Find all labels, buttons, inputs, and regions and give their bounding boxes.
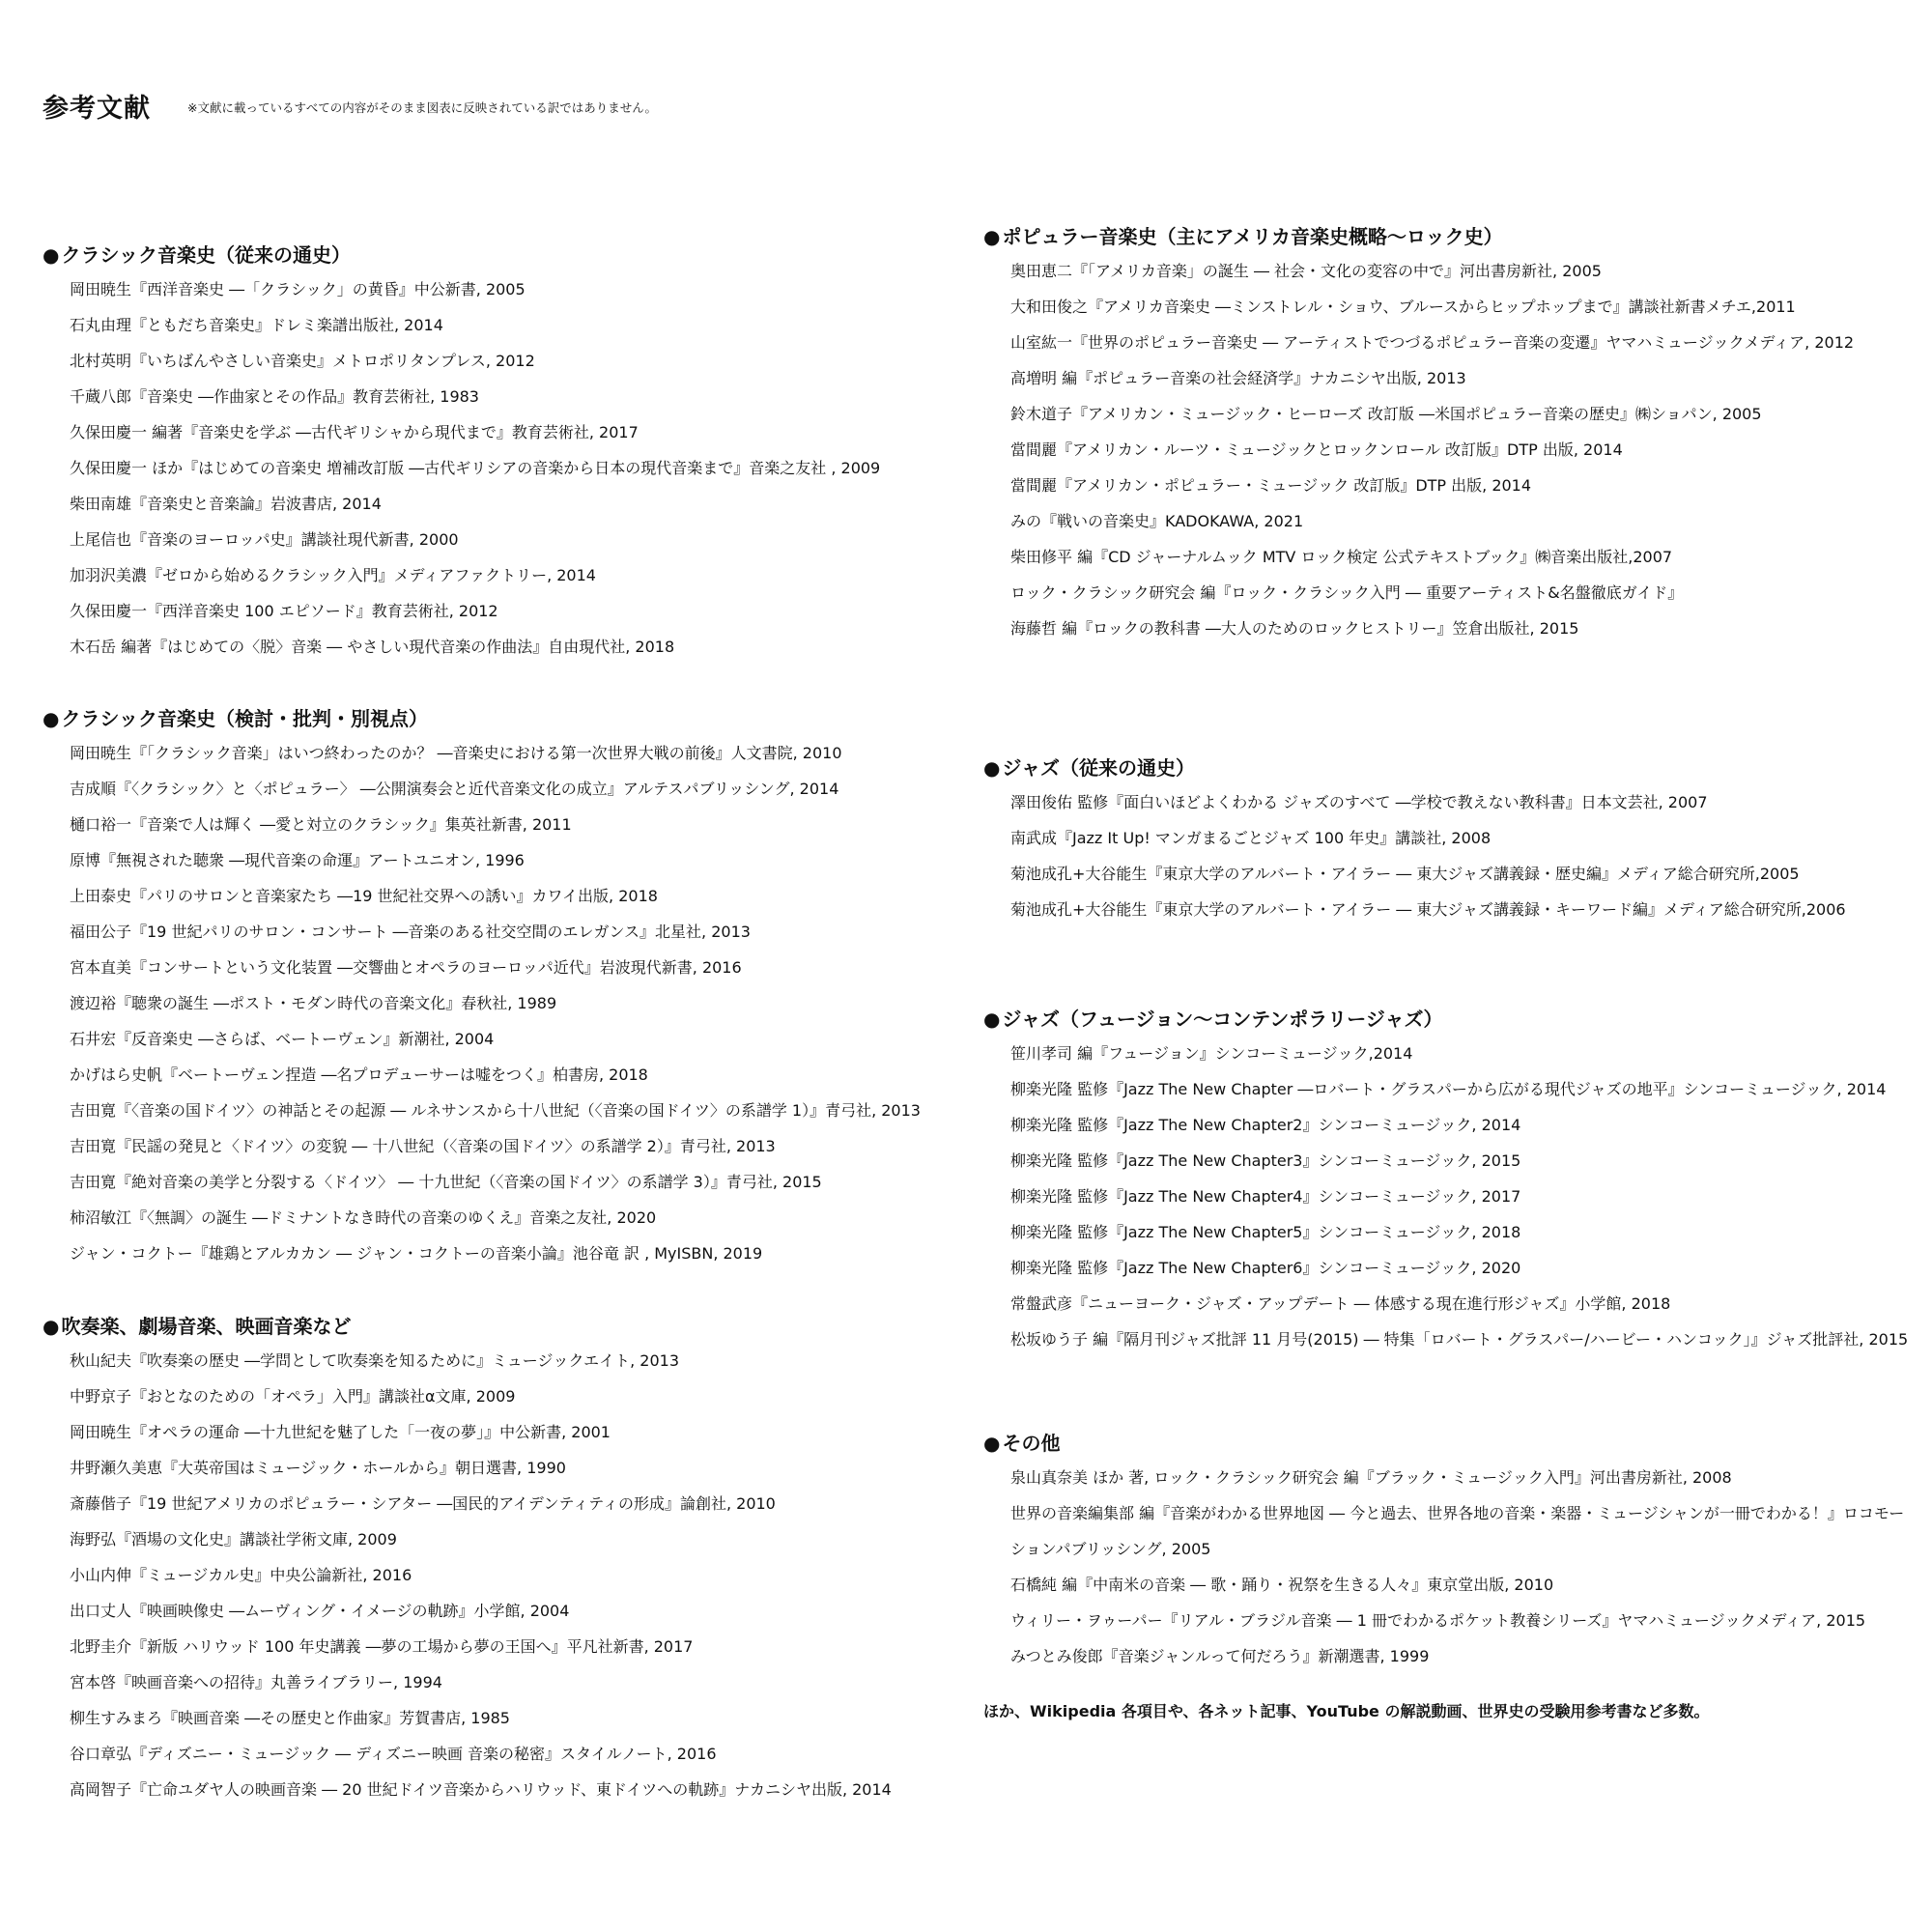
page-title: 参考文献 — [43, 94, 151, 124]
reference-entry: 泉山真奈美 ほか 著, ロック・クラシック研究会 編『ブラック・ミュージック入門』河出書房新社, 2008 — [1010, 1468, 1732, 1487]
reference-entry: 久保田慶一 ほか『はじめての音楽史 増補改訂版 ―古代ギリシアの音楽から日本の現代音楽まで』音楽之友社 , 2009 — [70, 459, 881, 477]
section-heading: ● ジャズ（フュージョン～コンテンポラリージャズ） — [983, 1008, 1443, 1031]
reference-entry: 樋口裕一『音楽で人は輝く ―愛と対立のクラシック』集英社新書, 2011 — [70, 815, 572, 834]
section-heading: ● クラシック音楽史（従来の通史） — [43, 243, 352, 267]
reference-list — [43, 271, 960, 665]
reference-entry: 渡辺裕『聴衆の誕生 ―ポスト・モダン時代の音楽文化』春秋社, 1989 — [70, 994, 557, 1012]
section-others — [983, 1427, 1911, 1674]
reference-entry: 吉田寛『絶対音楽の美学と分裂する〈ドイツ〉 ― 十九世紀（〈音楽の国ドイツ〉の系譜学 3）』青弓社, 2015 — [70, 1173, 822, 1191]
reference-entry: 柳生すみまろ『映画音楽 ―その歴史と作曲家』芳賀書店, 1985 — [70, 1709, 510, 1727]
reference-entry: 千蔵八郎『音楽史 ―作曲家とその作品』教育芸術社, 1983 — [70, 387, 479, 406]
reference-list — [983, 784, 1911, 927]
reference-entry: 柴田南雄『音楽史と音楽論』岩波書店, 2014 — [70, 495, 382, 513]
disclaimer-note: ※文献に載っているすべての内容がそのまま図表に反映されている訳ではありません。 — [187, 100, 657, 115]
section-jazz-history — [983, 752, 1911, 927]
reference-entry: 笹川孝司 編『フュージョン』シンコーミュージック,2014 — [1010, 1044, 1413, 1063]
reference-entry: 柳楽光隆 監修『Jazz The New Chapter4』シンコーミュージック, 2017 — [1010, 1187, 1521, 1206]
reference-entry: 柴田修平 編『CD ジャーナルムック MTV ロック検定 公式テキストブック』㈱音楽出版社,2007 — [1010, 548, 1673, 566]
reference-entry: ウィリー・ヲゥーパー『リアル・ブラジル音楽 ― 1 冊でわかるポケット教養シリーズ』ヤマハミュージックメディア, 2015 — [1010, 1611, 1866, 1630]
reference-entry: 菊池成孔+大谷能生『東京大学のアルバート・アイラー ― 東大ジャズ講義録・歴史編』メディア総合研究所,2005 — [1010, 865, 1800, 883]
reference-entry: 岡田暁生『オペラの運命 ―十九世紀を魅了した「一夜の夢」』中公新書, 2001 — [70, 1423, 611, 1441]
section-jazz-fusion — [983, 1003, 1911, 1357]
reference-entry: 柳楽光隆 監修『Jazz The New Chapter2』シンコーミュージック, 2014 — [1010, 1116, 1521, 1134]
reference-entry: 吉田寛『民謡の発見と〈ドイツ〉の変貌 ― 十八世紀（〈音楽の国ドイツ〉の系譜学 2）』青弓社, 2013 — [70, 1137, 776, 1155]
reference-entry: 奥田恵二『「アメリカ音楽」の誕生 ― 社会・文化の変容の中で』河出書房新社, 2005 — [1010, 262, 1602, 280]
section-heading: ● ポピュラー音楽史（主にアメリカ音楽史概略～ロック史） — [983, 225, 1503, 248]
reference-entry: 岡田暁生『「クラシック音楽」はいつ終わったのか？ ―音楽史における第一次世界大戦の前後』人文書院, 2010 — [70, 744, 842, 762]
reference-entry: 當間麗『アメリカン・ルーツ・ミュージックとロックンロール 改訂版』DTP 出版, 2014 — [1010, 440, 1623, 459]
reference-entry: 柳楽光隆 監修『Jazz The New Chapter3』シンコーミュージック, 2015 — [1010, 1151, 1521, 1170]
reference-entry: 吉成順『〈クラシック〉と〈ポピュラー〉 ―公開演奏会と近代音楽文化の成立』アルテスパブリッシング, 2014 — [70, 780, 839, 798]
reference-entry: 柳楽光隆 監修『Jazz The New Chapter ―ロバート・グラスパーから広がる現代ジャズの地平』シンコーミュージック, 2014 — [1010, 1080, 1887, 1098]
footer-note: ほか、Wikipedia 各項目や、各ネット記事、YouTube の解説動画、世界史の受験用参考書など多数。 — [983, 1702, 1710, 1720]
reference-entry: 常盤武彦『ニューヨーク・ジャズ・アップデート ― 体感する現在進行形ジャズ』小学館, 2018 — [1010, 1294, 1671, 1313]
section-wind-theater-film — [43, 1310, 960, 1807]
reference-entry: 久保田慶一 編著『音楽史を学ぶ ―古代ギリシャから現代まで』教育芸術社, 2017 — [70, 423, 639, 441]
reference-entry: 菊池成孔+大谷能生『東京大学のアルバート・アイラー ― 東大ジャズ講義録・キーワード編』メディア総合研究所,2006 — [1010, 900, 1846, 919]
reference-entry: 福田公子『19 世紀パリのサロン・コンサート ―音楽のある社交空間のエレガンス』北星社, 2013 — [70, 923, 751, 941]
reference-list — [983, 1460, 1911, 1674]
reference-entry: 原博『無視された聴衆 ―現代音楽の命運』アートユニオン, 1996 — [70, 851, 525, 869]
reference-entry: 石井宏『反音楽史 ―さらば、ベートーヴェン』新潮社, 2004 — [70, 1030, 495, 1048]
bullet-icon: ● — [983, 1432, 1001, 1455]
reference-entry: 柿沼敏江『〈無調〉の誕生 ―ドミナントなき時代の音楽のゆくえ』音楽之友社, 2020 — [70, 1208, 657, 1227]
reference-entry: 高岡智子『亡命ユダヤ人の映画音楽 ― 20 世紀ドイツ音楽からハリウッド、東ドイツへの軌跡』ナカニシヤ出版, 2014 — [70, 1780, 892, 1799]
reference-entry: みの『戦いの音楽史』KADOKAWA, 2021 — [1010, 512, 1304, 530]
section-heading: ● クラシック音楽史（検討・批判・別視点） — [43, 707, 429, 730]
reference-entry: 上尾信也『音楽のヨーロッパ史』講談社現代新書, 2000 — [70, 530, 459, 549]
reference-list — [983, 253, 1911, 646]
reference-entry: 大和田俊之『アメリカ音楽史 ―ミンストレル・ショウ、ブルースからヒップホップまで』講談社新書メチエ,2011 — [1010, 298, 1796, 316]
section-heading: ● その他 — [983, 1432, 1061, 1455]
reference-entry: 上田泰史『パリのサロンと音楽家たち ―19 世紀社交界への誘い』カワイ出版, 2018 — [70, 887, 658, 905]
section-classical-critique — [43, 702, 960, 1271]
section-heading: ● ジャズ（従来の通史） — [983, 756, 1196, 780]
reference-entry: 秋山紀夫『吹奏楽の歴史 ―学問として吹奏楽を知るために』ミュージックエイト, 2013 — [70, 1351, 680, 1370]
reference-entry: 柳楽光隆 監修『Jazz The New Chapter6』シンコーミュージック, 2020 — [1010, 1259, 1521, 1277]
reference-entry: 澤田俊佑 監修『面白いほどよくわかる ジャズのすべて ―学校で教えない教科書』日本文芸社, 2007 — [1010, 793, 1708, 811]
section-heading: ● 吹奏楽、劇場音楽、映画音楽など — [43, 1315, 352, 1338]
reference-entry: 加羽沢美濃『ゼロから始めるクラシック入門』メディアファクトリー, 2014 — [70, 566, 596, 584]
reference-entry: 出口丈人『映画映像史 ―ムーヴィング・イメージの軌跡』小学館, 2004 — [70, 1602, 570, 1620]
reference-entry: 北野圭介『新版 ハリウッド 100 年史講義 ―夢の工場から夢の王国へ』平凡社新書, 2017 — [70, 1637, 694, 1656]
reference-entry: 石橋純 編『中南米の音楽 ― 歌・踊り・祝祭を生きる人々』東京堂出版, 2010 — [1010, 1576, 1554, 1594]
reference-entry: 岡田暁生『西洋音楽史 ―「クラシック」の黄昏』中公新書, 2005 — [70, 280, 526, 298]
reference-entry: 南武成『Jazz It Up! マンガまるごとジャズ 100 年史』講談社, 2008 — [1010, 829, 1492, 847]
bullet-icon: ● — [43, 1315, 60, 1338]
reference-entry: 中野京子『おとなのための「オペラ」入門』講談社α文庫, 2009 — [70, 1387, 516, 1406]
reference-entry: 海藤哲 編『ロックの教科書 ―大人のためのロックヒストリー』笠倉出版社, 2015 — [1010, 619, 1579, 638]
reference-entry: 鈴木道子『アメリカン・ミュージック・ヒーローズ 改訂版 ―米国ポピュラー音楽の歴史』㈱ショパン, 2005 — [1010, 405, 1762, 423]
reference-entry: 小山内伸『ミュージカル史』中央公論新社, 2016 — [70, 1566, 412, 1584]
reference-entry: みつとみ俊郎『音楽ジャンルって何だろう』新潮選書, 1999 — [1010, 1647, 1430, 1665]
reference-entry: 木石岳 編著『はじめての〈脱〉音楽 ― やさしい現代音楽の作曲法』自由現代社, 2018 — [70, 638, 675, 656]
reference-entry: 海野弘『酒場の文化史』講談社学術文庫, 2009 — [70, 1530, 397, 1548]
reference-entry: 石丸由理『ともだち音楽史』ドレミ楽譜出版社, 2014 — [70, 316, 443, 334]
reference-entry: 斎藤偕子『19 世紀アメリカのポピュラー・シアター ―国民的アイデンティティの形成』論創社, 2010 — [70, 1494, 776, 1513]
right-column — [983, 220, 1911, 1721]
reference-entry: 谷口章弘『ディズニー・ミュージック ― ディズニー映画 音楽の秘密』スタイルノート, 2016 — [70, 1745, 717, 1763]
reference-entry: かげはら史帆『ベートーヴェン捏造 ―名プロデューサーは嘘をつく』柏書房, 2018 — [70, 1065, 648, 1084]
reference-entry: 高増明 編『ポピュラー音楽の社会経済学』ナカニシヤ出版, 2013 — [1010, 369, 1466, 387]
reference-list — [43, 1343, 960, 1807]
reference-entry: 久保田慶一『西洋音楽史 100 エピソード』教育芸術社, 2012 — [70, 602, 498, 620]
bullet-icon: ● — [43, 243, 60, 267]
reference-entry: 宮本直美『コンサートという文化装置 ―交響曲とオペラのヨーロッパ近代』岩波現代新書, 2016 — [70, 958, 742, 977]
reference-entry: 井野瀬久美恵『大英帝国はミュージック・ホールから』朝日選書, 1990 — [70, 1459, 566, 1477]
bullet-icon: ● — [43, 707, 60, 730]
reference-entry: 北村英明『いちばんやさしい音楽史』メトロポリタンプレス, 2012 — [70, 352, 535, 370]
bullet-icon: ● — [983, 225, 1001, 248]
reference-entry: ジャン・コクトー『雄鶏とアルカカン ― ジャン・コクトーの音楽小論』池谷竜 訳 , MyISBN, 2019 — [70, 1244, 763, 1263]
reference-entry: 柳楽光隆 監修『Jazz The New Chapter5』シンコーミュージック, 2018 — [1010, 1223, 1521, 1241]
reference-entry: 世界の音楽編集部 編『音楽がわかる世界地図 ― 今と過去、世界各地の音楽・楽器・ミュージシャンが一冊でわかる！』ロコモーションパブリッシング, 2005 — [1010, 1504, 1905, 1558]
bullet-icon: ● — [983, 1008, 1001, 1031]
reference-entry: ロック・クラシック研究会 編『ロック・クラシック入門 ― 重要アーティスト&名盤徹底ガイド』 — [1010, 583, 1684, 602]
reference-entry: 松坂ゆう子 編『隔月刊ジャズ批評 11 月号(2015) ― 特集「ロバート・グラスパー/ハービー・ハンコック」』ジャズ批評社, 2015 — [1010, 1330, 1909, 1349]
reference-entry: 山室紘一『世界のポピュラー音楽史 ― アーティストでつづるポピュラー音楽の変遷』ヤマハミュージックメディア, 2012 — [1010, 333, 1855, 352]
bullet-icon: ● — [983, 756, 1001, 780]
reference-entry: 當間麗『アメリカン・ポピュラー・ミュージック 改訂版』DTP 出版, 2014 — [1010, 476, 1532, 495]
section-classical-history — [43, 239, 960, 665]
left-column — [43, 239, 960, 1807]
reference-entry: 宮本啓『映画音楽への招待』丸善ライブラリー, 1994 — [70, 1673, 442, 1691]
reference-entry: 吉田寛『〈音楽の国ドイツ〉の神話とその起源 ― ルネサンスから十八世紀（〈音楽の国ドイツ〉の系譜学 1）』青弓社, 2013 — [70, 1101, 921, 1120]
reference-list — [43, 735, 960, 1271]
section-popular-history — [983, 220, 1911, 646]
reference-list — [983, 1036, 1911, 1357]
